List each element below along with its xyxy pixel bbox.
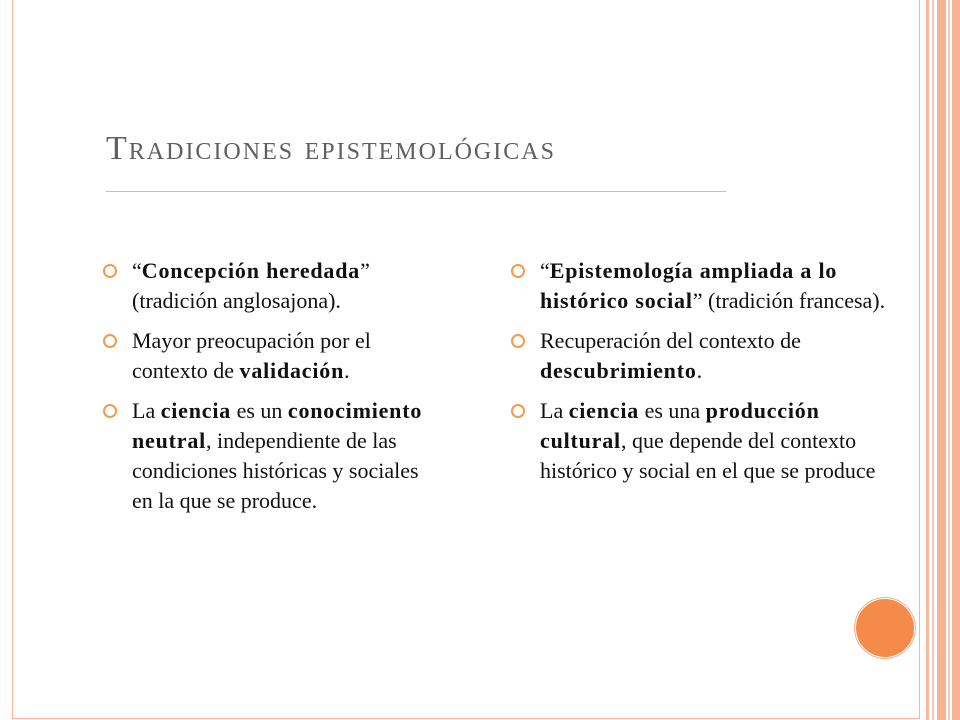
slide-title: Tradiciones epistemológicas (106, 130, 556, 167)
left-item-3: La ciencia es un conocimiento neutral, independiente de las condiciones históricas y sociales en la que se produce. (103, 396, 443, 516)
left-column (103, 256, 443, 526)
bullet-icon (103, 334, 117, 348)
left-item-2: Mayor preocupación por el contexto de validación. (103, 326, 443, 386)
right-column (511, 256, 896, 496)
bullet-icon (511, 334, 525, 348)
decorative-orb (856, 599, 914, 657)
title-underline (106, 191, 726, 192)
bullet-icon (511, 404, 525, 418)
decorative-stripes (926, 0, 960, 720)
right-item-2: Recuperación del contexto de descubrimiento. (511, 326, 896, 386)
bullet-icon (103, 404, 117, 418)
right-item-1: “Epistemología ampliada a lo histórico social” (tradición francesa). (511, 256, 896, 316)
bullet-icon (511, 264, 525, 278)
left-item-1: “Concepción heredada” (tradición anglosajona). (103, 256, 443, 316)
right-item-3: La ciencia es una producción cultural, que depende del contexto histórico y social en el que se produce (511, 396, 896, 486)
bullet-icon (103, 264, 117, 278)
